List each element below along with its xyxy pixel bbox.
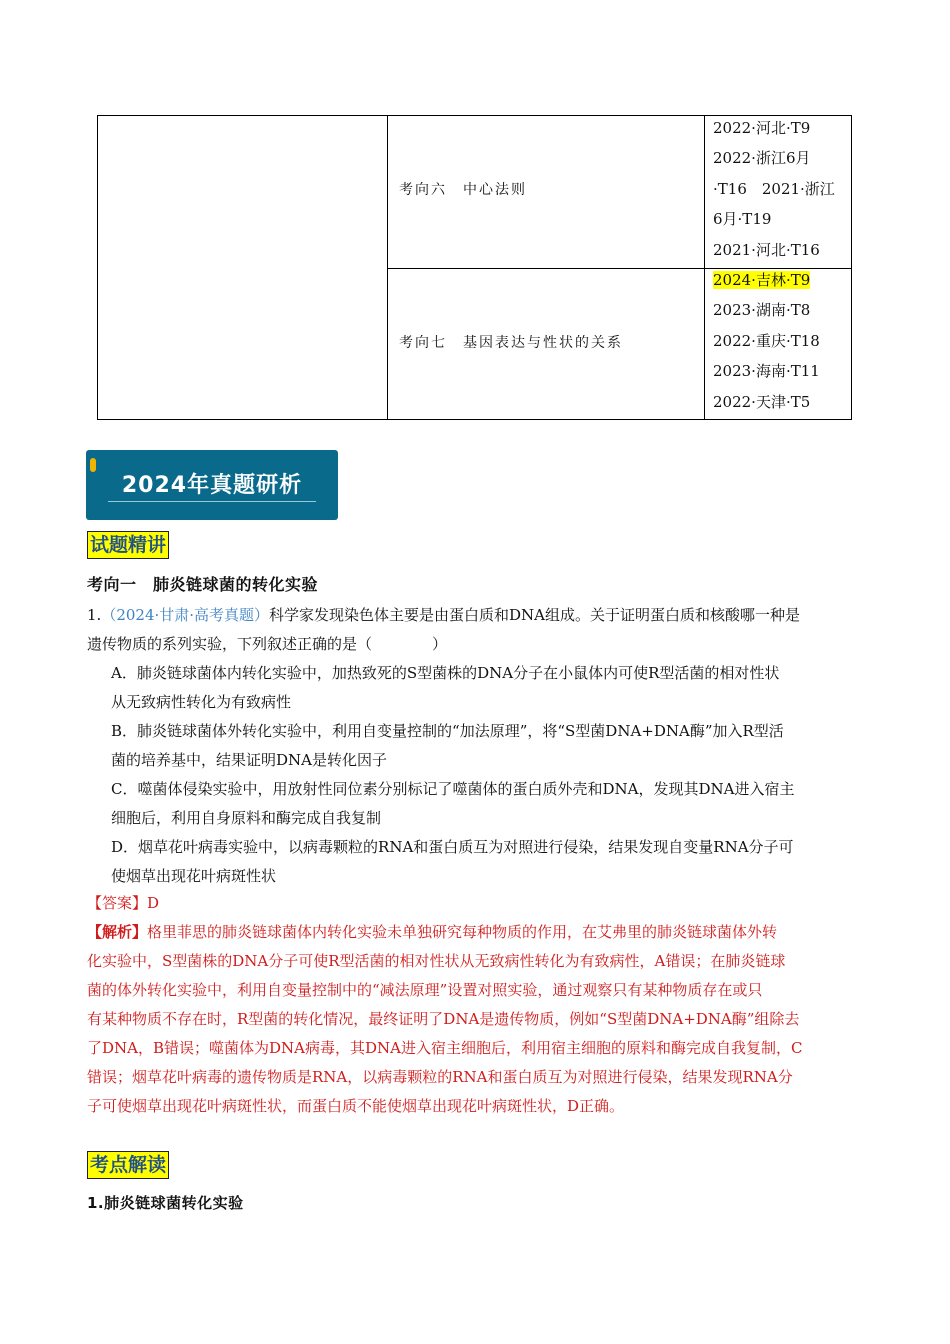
- ref-item: 2023·海南·T11: [713, 362, 820, 381]
- ref-item: 2022·重庆·T18: [713, 331, 820, 350]
- option-a-line-2: 从无致病性转化为有致病性: [111, 693, 292, 711]
- analysis-line: 子可使烟草出现花叶病斑性状，而蛋白质不能使烟草出现花叶病斑性状，D正确。: [87, 1097, 625, 1115]
- ref-item: ·T16 2021·浙江: [713, 179, 835, 198]
- analysis-label: 【解析】: [87, 923, 148, 941]
- option-d-line-1: D．烟草花叶病毒实验中，以病毒颗粒的RNA和蛋白质互为对照进行侵染，结果发现自变量RNA分子可: [111, 838, 794, 856]
- analysis-line: 菌的体外转化实验中，利用自变量控制中的“减法原理”设置对照实验，通过观察只有某种物质存在或只: [87, 981, 763, 999]
- ref-item: 2023·湖南·T8: [713, 301, 811, 320]
- direction-heading: 考向一 肺炎链球菌的转化实验: [87, 575, 319, 594]
- section-banner: [86, 450, 338, 520]
- section-heading-2: 考点解读: [87, 1151, 169, 1179]
- question-source: （2024·甘肃·高考真题）: [101, 606, 270, 624]
- ref-item: 2022·天津·T5: [713, 392, 811, 411]
- ref-item: 6月·T19: [713, 210, 772, 229]
- analysis-block: [87, 918, 877, 1121]
- ref-item: 2022·浙江6月: [713, 149, 811, 168]
- analysis-line: 化实验中，S型菌株的DNA分子可使R型活菌的相对性状从无致病性转化为有致病性，A错误；在肺炎链球: [87, 952, 786, 970]
- question-number: 1.: [87, 606, 102, 624]
- option-b-line-1: B．肺炎链球菌体外转化实验中，利用自变量控制的“加法原理”，将“S型菌DNA+DNA酶”加入R型活: [111, 722, 784, 740]
- banner-title: 2024年真题研析: [121, 473, 303, 498]
- option-b-line-2: 菌的培养基中，结果证明DNA是转化因子: [111, 751, 387, 769]
- option-d-line-2: 使烟草出现花叶病斑性状: [111, 867, 277, 885]
- point-heading: 1.肺炎链球菌转化实验: [87, 1194, 244, 1212]
- section-heading-1: 试题精讲: [87, 531, 169, 559]
- question-stem: 科学家发现染色体主要是由蛋白质和DNA组成。关于证明蛋白质和核酸哪一种是: [269, 606, 801, 624]
- option-c-line-1: C．噬菌体侵染实验中，用放射性同位素分别标记了噬菌体的蛋白质外壳和DNA，发现其DNA进入宿主: [111, 780, 795, 798]
- ref-item: 2022·河北·T9: [713, 119, 811, 137]
- table-row-label: 考向六 中心法则: [399, 182, 527, 198]
- exam-table: [97, 115, 852, 420]
- analysis-line: 格里菲思的肺炎链球菌体内转化实验未单独研究每种物质的作用，在艾弗里的肺炎链球菌体外转: [147, 923, 778, 941]
- analysis-line: 了DNA，B错误；噬菌体为DNA病毒，其DNA进入宿主细胞后，利用宿主细胞的原料和酶完成自我复制，C: [87, 1039, 803, 1057]
- answer-value: D: [147, 894, 160, 912]
- analysis-line: 错误；烟草花叶病毒的遗传物质是RNA，以病毒颗粒的RNA和蛋白质互为对照进行侵染，结果发现RNA分: [87, 1068, 793, 1086]
- answer-label: 【答案】: [87, 894, 148, 912]
- answer-line: [87, 889, 159, 918]
- table-row-refs: [713, 265, 820, 417]
- analysis-line: 有某种物质不存在时，R型菌的转化情况，最终证明了DNA是遗传物质，例如“S型菌DNA+DNA酶”组除去: [87, 1010, 800, 1028]
- banner-underline: [108, 501, 316, 502]
- option-c-line-2: 细胞后，利用自身原料和酶完成自我复制: [111, 809, 382, 827]
- option-a-line-1: A．肺炎链球菌体内转化实验中，加热致死的S型菌株的DNA分子在小鼠体内可使R型活菌的相对性状: [111, 664, 780, 682]
- table-row-label: 考向七 基因表达与性状的关系: [399, 335, 623, 351]
- ref-item: 2021·河北·T16: [713, 240, 820, 259]
- question-stem-line-2: 遗传物质的系列实验，下列叙述正确的是（ ）: [87, 635, 448, 653]
- ref-item-highlighted: 2024·吉林·T9: [713, 271, 811, 289]
- question-line-1: [87, 601, 800, 630]
- table-row-refs: [713, 113, 835, 265]
